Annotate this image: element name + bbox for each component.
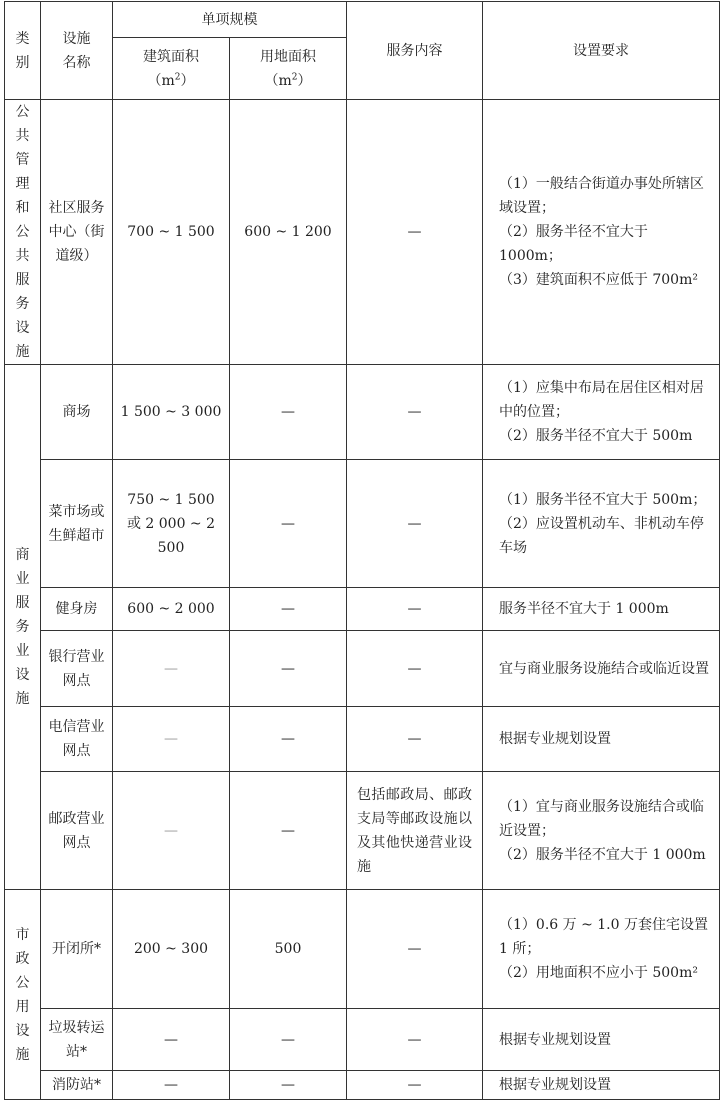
facility-name-cell: 菜市场或生鲜超市: [41, 460, 113, 588]
header-category: 类别: [5, 2, 41, 100]
service-cell: —: [347, 588, 483, 631]
facility-name-cell: 开闭所*: [41, 890, 113, 1009]
service-cell: —: [347, 100, 483, 365]
requirement-cell: 根据专业规划设置: [483, 1071, 720, 1100]
land-area-cell: —: [230, 1071, 347, 1100]
table-row: [5, 1071, 720, 1100]
land-area-cell: —: [230, 707, 347, 772]
land-area-cell: —: [230, 772, 347, 890]
table-row: [5, 772, 720, 890]
building-area-cell: —: [113, 631, 230, 707]
table-row: [5, 460, 720, 588]
table-row: [5, 365, 720, 460]
building-area-cell: 200 ~ 300: [113, 890, 230, 1009]
land-area-cell: —: [230, 460, 347, 588]
building-area-cell: 1 500 ~ 3 000: [113, 365, 230, 460]
requirement-cell: 根据专业规划设置: [483, 707, 720, 772]
unit-label: $(m^2)$: [147, 71, 195, 89]
facility-standards-table: [4, 1, 720, 1100]
table-row: [5, 890, 720, 1009]
category-cell: 公共管理和公共服务设施: [5, 100, 41, 365]
service-cell: —: [347, 890, 483, 1009]
header-requirement: 设置要求: [483, 2, 720, 100]
service-cell: 包括邮政局、邮政支局等邮政设施以及其他快递营业设施: [347, 772, 483, 890]
facility-name-cell: 商场: [41, 365, 113, 460]
unit-label: $(m^2)$: [264, 71, 312, 89]
building-area-cell: —: [113, 1071, 230, 1100]
building-area-cell: 600 ~ 2 000: [113, 588, 230, 631]
land-area-cell: —: [230, 588, 347, 631]
service-cell: —: [347, 1071, 483, 1100]
requirement-cell: 服务半径不宜大于 1 000m: [483, 588, 720, 631]
land-area-cell: —: [230, 1009, 347, 1071]
land-area-cell: —: [230, 365, 347, 460]
building-area-cell: —: [113, 707, 230, 772]
category-cell: 市政公用设施: [5, 890, 41, 1100]
service-cell: —: [347, 1009, 483, 1071]
service-cell: —: [347, 460, 483, 588]
table-row: [5, 100, 720, 365]
facility-name-cell: 消防站*: [41, 1071, 113, 1100]
building-area-cell: —: [113, 772, 230, 890]
facility-name-cell: 邮政营业网点: [41, 772, 113, 890]
facility-name-cell: 垃圾转运站*: [41, 1009, 113, 1071]
building-area-cell: —: [113, 1009, 230, 1071]
land-area-cell: 500: [230, 890, 347, 1009]
header-facility-name: 设施名称: [41, 2, 113, 100]
table-row: [5, 631, 720, 707]
requirement-cell: （1）一般结合街道办事处所辖区域设置； （2）服务半径不宜大于 1000m； （3）建筑面积不应低于 700m²: [483, 100, 720, 365]
building-area-cell: 750 ~ 1 500 或 2 000 ~ 2 500: [113, 460, 230, 588]
facility-name-cell: 健身房: [41, 588, 113, 631]
facility-name-cell: 银行营业网点: [41, 631, 113, 707]
service-cell: —: [347, 631, 483, 707]
requirement-cell: 根据专业规划设置: [483, 1009, 720, 1071]
category-cell: 商业服务业设施: [5, 365, 41, 890]
table-row: [5, 1009, 720, 1071]
requirement-cell: （1）宜与商业服务设施结合或临近设置； （2）服务半径不宜大于 1 000m: [483, 772, 720, 890]
header-building-area: 建筑面积 $(m^2)$: [113, 38, 230, 100]
land-area-cell: —: [230, 631, 347, 707]
header-service: 服务内容: [347, 2, 483, 100]
requirement-cell: 宜与商业服务设施结合或临近设置: [483, 631, 720, 707]
building-area-cell: 700 ~ 1 500: [113, 100, 230, 365]
requirement-cell: （1）服务半径不宜大于 500m； （2）应设置机动车、非机动车停车场: [483, 460, 720, 588]
service-cell: —: [347, 707, 483, 772]
land-area-cell: 600 ~ 1 200: [230, 100, 347, 365]
table-row: [5, 588, 720, 631]
facility-name-cell: 社区服务中心（街道级）: [41, 100, 113, 365]
table-row: [5, 707, 720, 772]
header-land-area: 用地面积 $(m^2)$: [230, 38, 347, 100]
header-scale: 单项规模: [113, 2, 347, 38]
requirement-cell: （1）应集中布局在居住区相对居中的位置； （2）服务半径不宜大于 500m: [483, 365, 720, 460]
service-cell: —: [347, 365, 483, 460]
requirement-cell: （1）0.6 万 ~ 1.0 万套住宅设置 1 所； （2）用地面积不应小于 500m²: [483, 890, 720, 1009]
facility-name-cell: 电信营业网点: [41, 707, 113, 772]
